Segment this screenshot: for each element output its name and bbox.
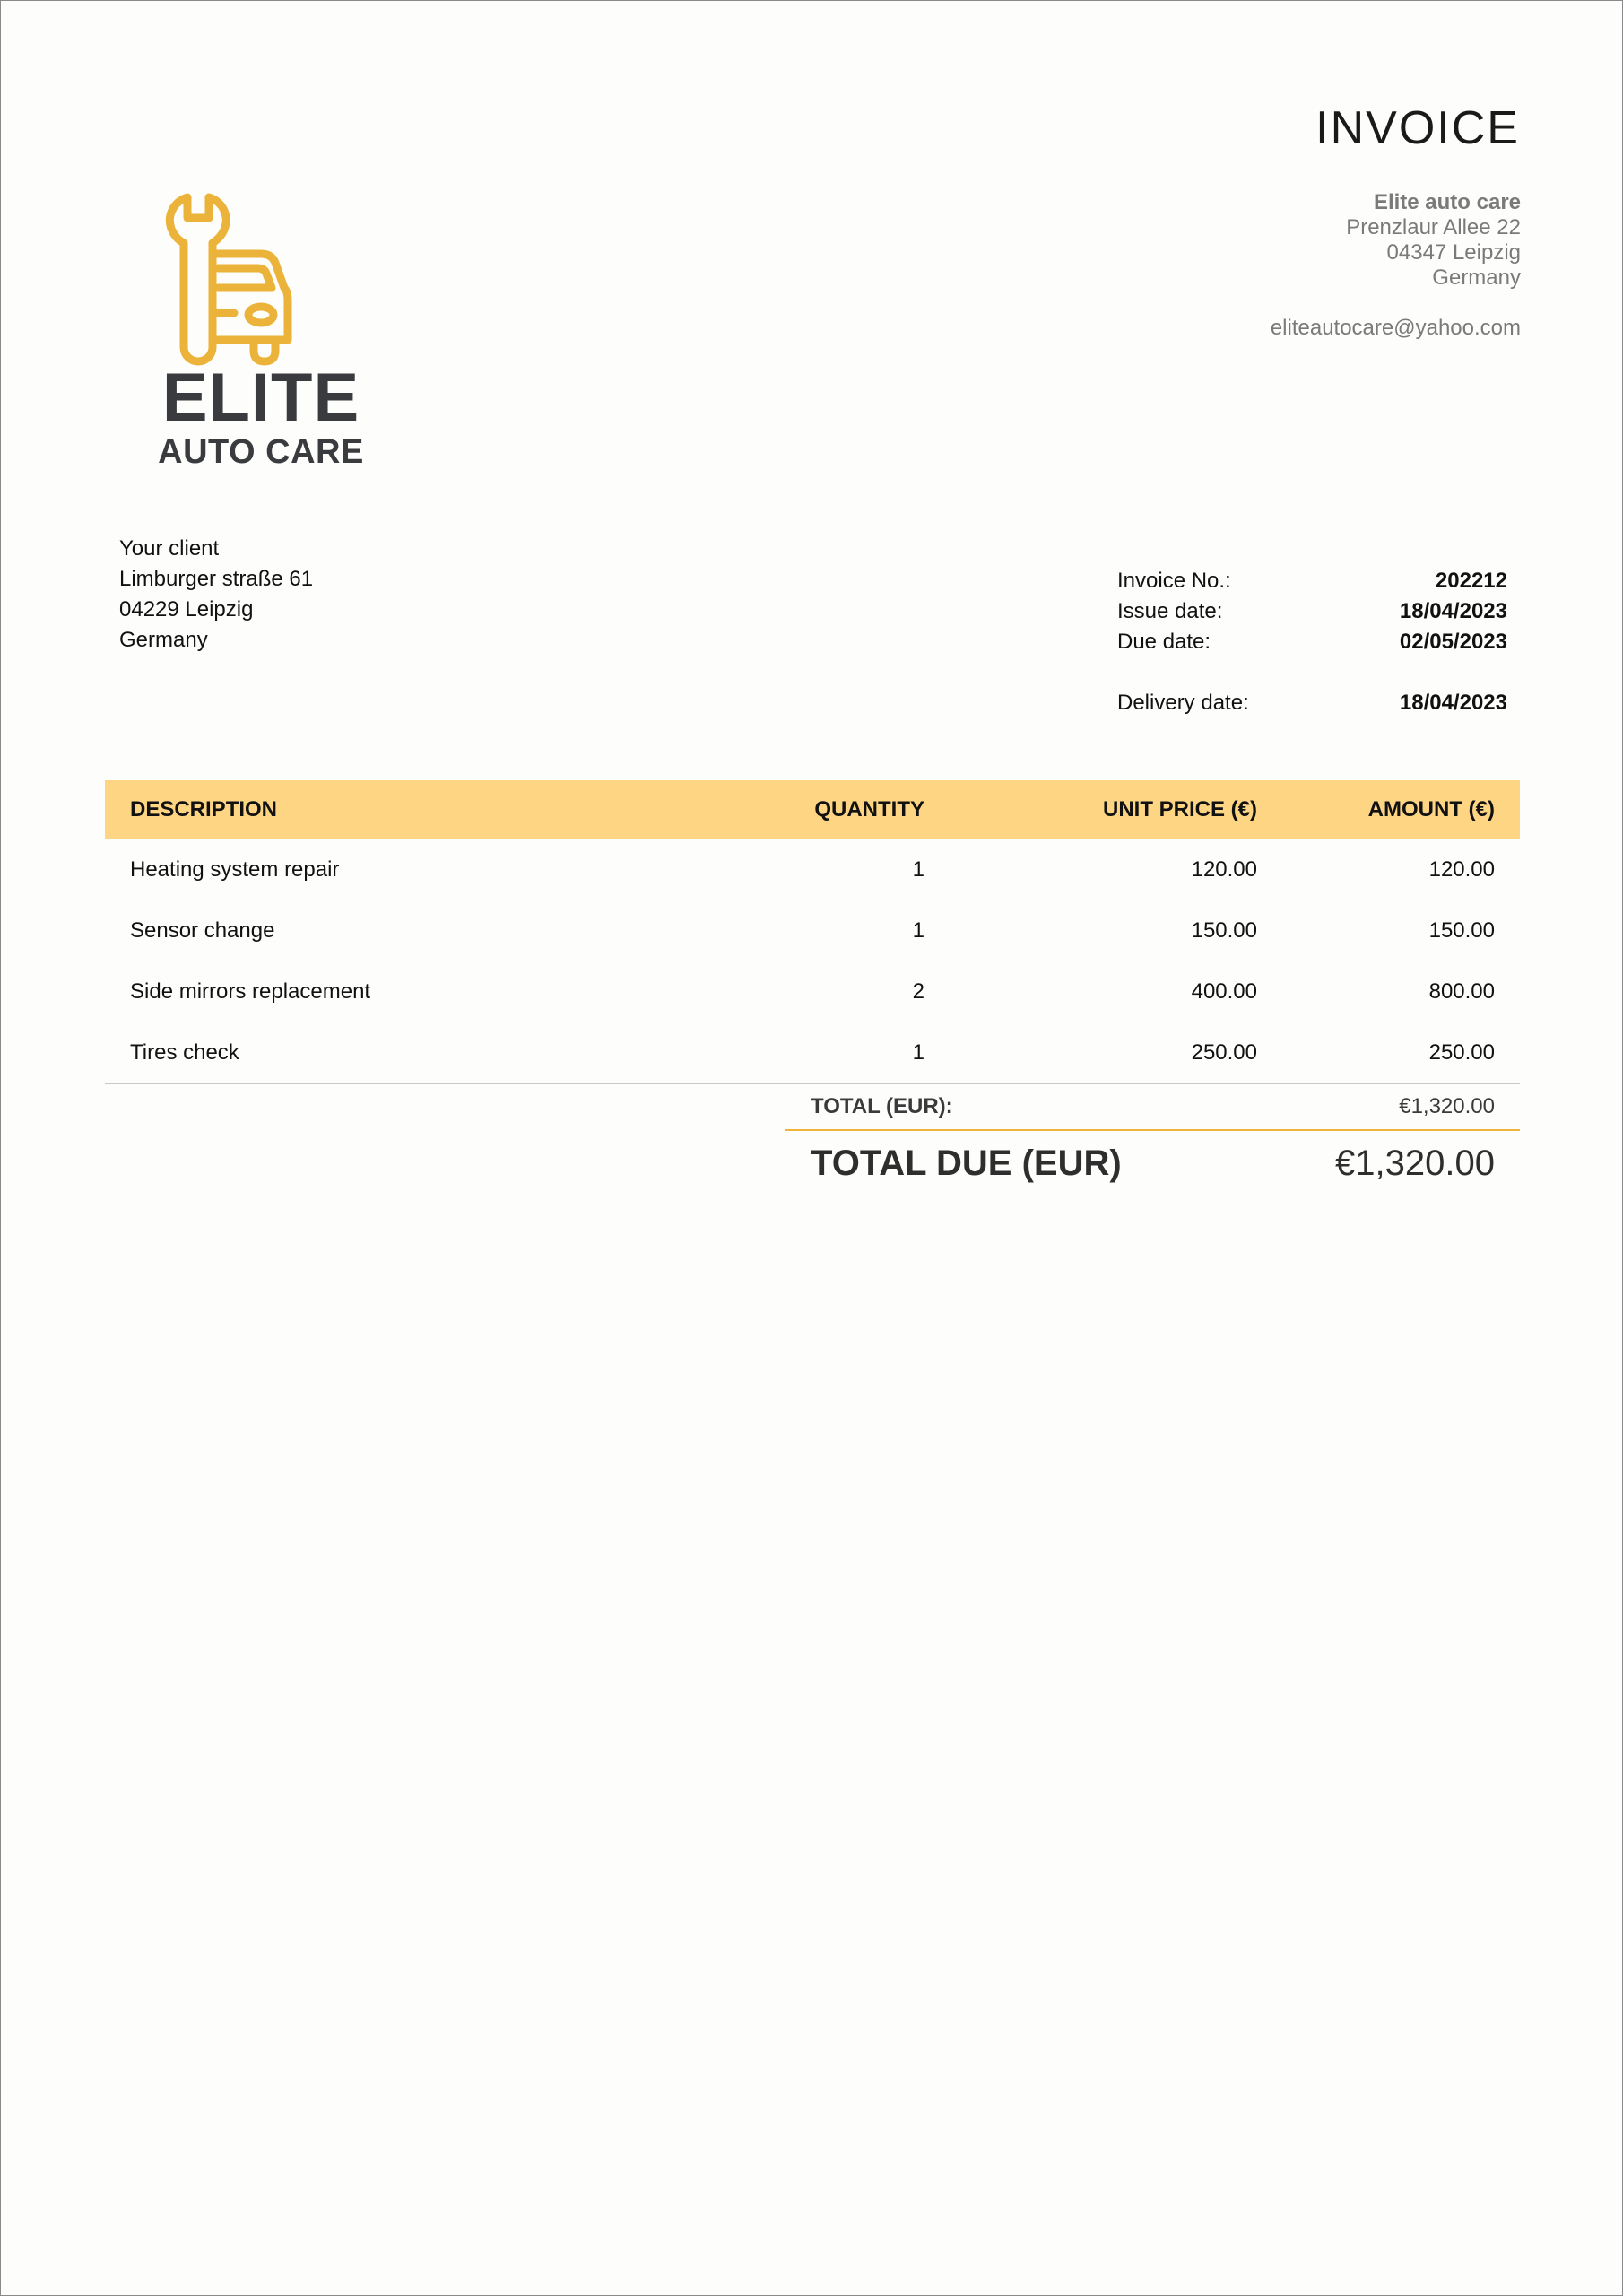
item-quantity: 2: [912, 979, 924, 1004]
table-row: [105, 1022, 1520, 1084]
seller-email: eliteautocare@yahoo.com: [1270, 316, 1521, 340]
subtotal-row: [785, 1083, 1520, 1131]
logo-tagline: AUTO CARE: [158, 433, 364, 471]
header-description: DESCRIPTION: [105, 780, 657, 839]
header-quantity: QUANTITY: [657, 780, 950, 839]
seller-country: Germany: [1432, 265, 1521, 290]
table-header-row: [105, 780, 1520, 839]
seller-street: Prenzlaur Allee 22: [1346, 215, 1521, 239]
total-due-value: €1,320.00: [1335, 1143, 1495, 1183]
item-amount: 120.00: [1428, 857, 1495, 882]
item-description: Heating system repair: [130, 857, 340, 882]
item-description: Sensor change: [130, 918, 275, 943]
seller-name: Elite auto care: [1373, 190, 1521, 214]
invoice-meta: [1117, 566, 1507, 718]
total-value: €1,320.00: [1399, 1093, 1495, 1118]
table-row: [105, 839, 1520, 900]
wrench-car-icon: [153, 189, 369, 369]
item-quantity: 1: [912, 857, 924, 882]
issue-date-value: 18/04/2023: [1399, 599, 1507, 623]
item-description: Tires check: [105, 1022, 657, 1084]
table-row: [105, 900, 1520, 961]
item-description: Side mirrors replacement: [130, 979, 371, 1004]
item-amount: 800.00: [1428, 979, 1495, 1004]
client-city: 04229 Leipzig: [119, 597, 254, 622]
issue-date-row: [1117, 596, 1507, 627]
item-unit-price: 120.00: [1191, 857, 1257, 882]
logo-wordmark: ELITE: [161, 360, 360, 436]
item-quantity: 1: [657, 1022, 950, 1084]
item-amount: 150.00: [1428, 918, 1495, 943]
item-unit-price: 250.00: [950, 1022, 1282, 1084]
client-name: Your client: [119, 536, 220, 561]
table-row: [105, 961, 1520, 1022]
total-due-label: TOTAL DUE (EUR): [811, 1143, 1122, 1183]
header-amount: AMOUNT (€): [1282, 780, 1520, 839]
item-quantity: 1: [912, 918, 924, 943]
delivery-date-value: 18/04/2023: [1399, 691, 1507, 715]
client-address-block: [119, 534, 313, 656]
delivery-date-row: [1117, 688, 1507, 718]
seller-city: 04347 Leipzig: [1386, 240, 1521, 265]
due-date-value: 02/05/2023: [1399, 630, 1507, 654]
total-due-row: [785, 1131, 1520, 1196]
invoice-number-value: 202212: [1435, 569, 1507, 593]
due-date-row: [1117, 627, 1507, 657]
invoice-number-label: Invoice No.:: [1117, 569, 1231, 593]
totals-block: [785, 1083, 1520, 1196]
item-amount: 250.00: [1282, 1022, 1520, 1084]
client-street: Limburger straße 61: [119, 567, 314, 591]
issue-date-label: Issue date:: [1117, 599, 1223, 623]
client-country: Germany: [119, 628, 208, 652]
delivery-date-label: Delivery date:: [1117, 691, 1249, 715]
seller-address-block: [1271, 190, 1521, 341]
invoice-number-row: [1117, 566, 1507, 596]
item-unit-price: 400.00: [1191, 979, 1257, 1004]
company-logo: [153, 189, 369, 476]
item-unit-price: 150.00: [1191, 918, 1257, 943]
total-label: TOTAL (EUR):: [811, 1093, 953, 1118]
header-unit-price: UNIT PRICE (€): [950, 780, 1282, 839]
line-items-table: [105, 780, 1520, 1084]
invoice-title: INVOICE: [1315, 102, 1520, 154]
due-date-label: Due date:: [1117, 630, 1211, 654]
